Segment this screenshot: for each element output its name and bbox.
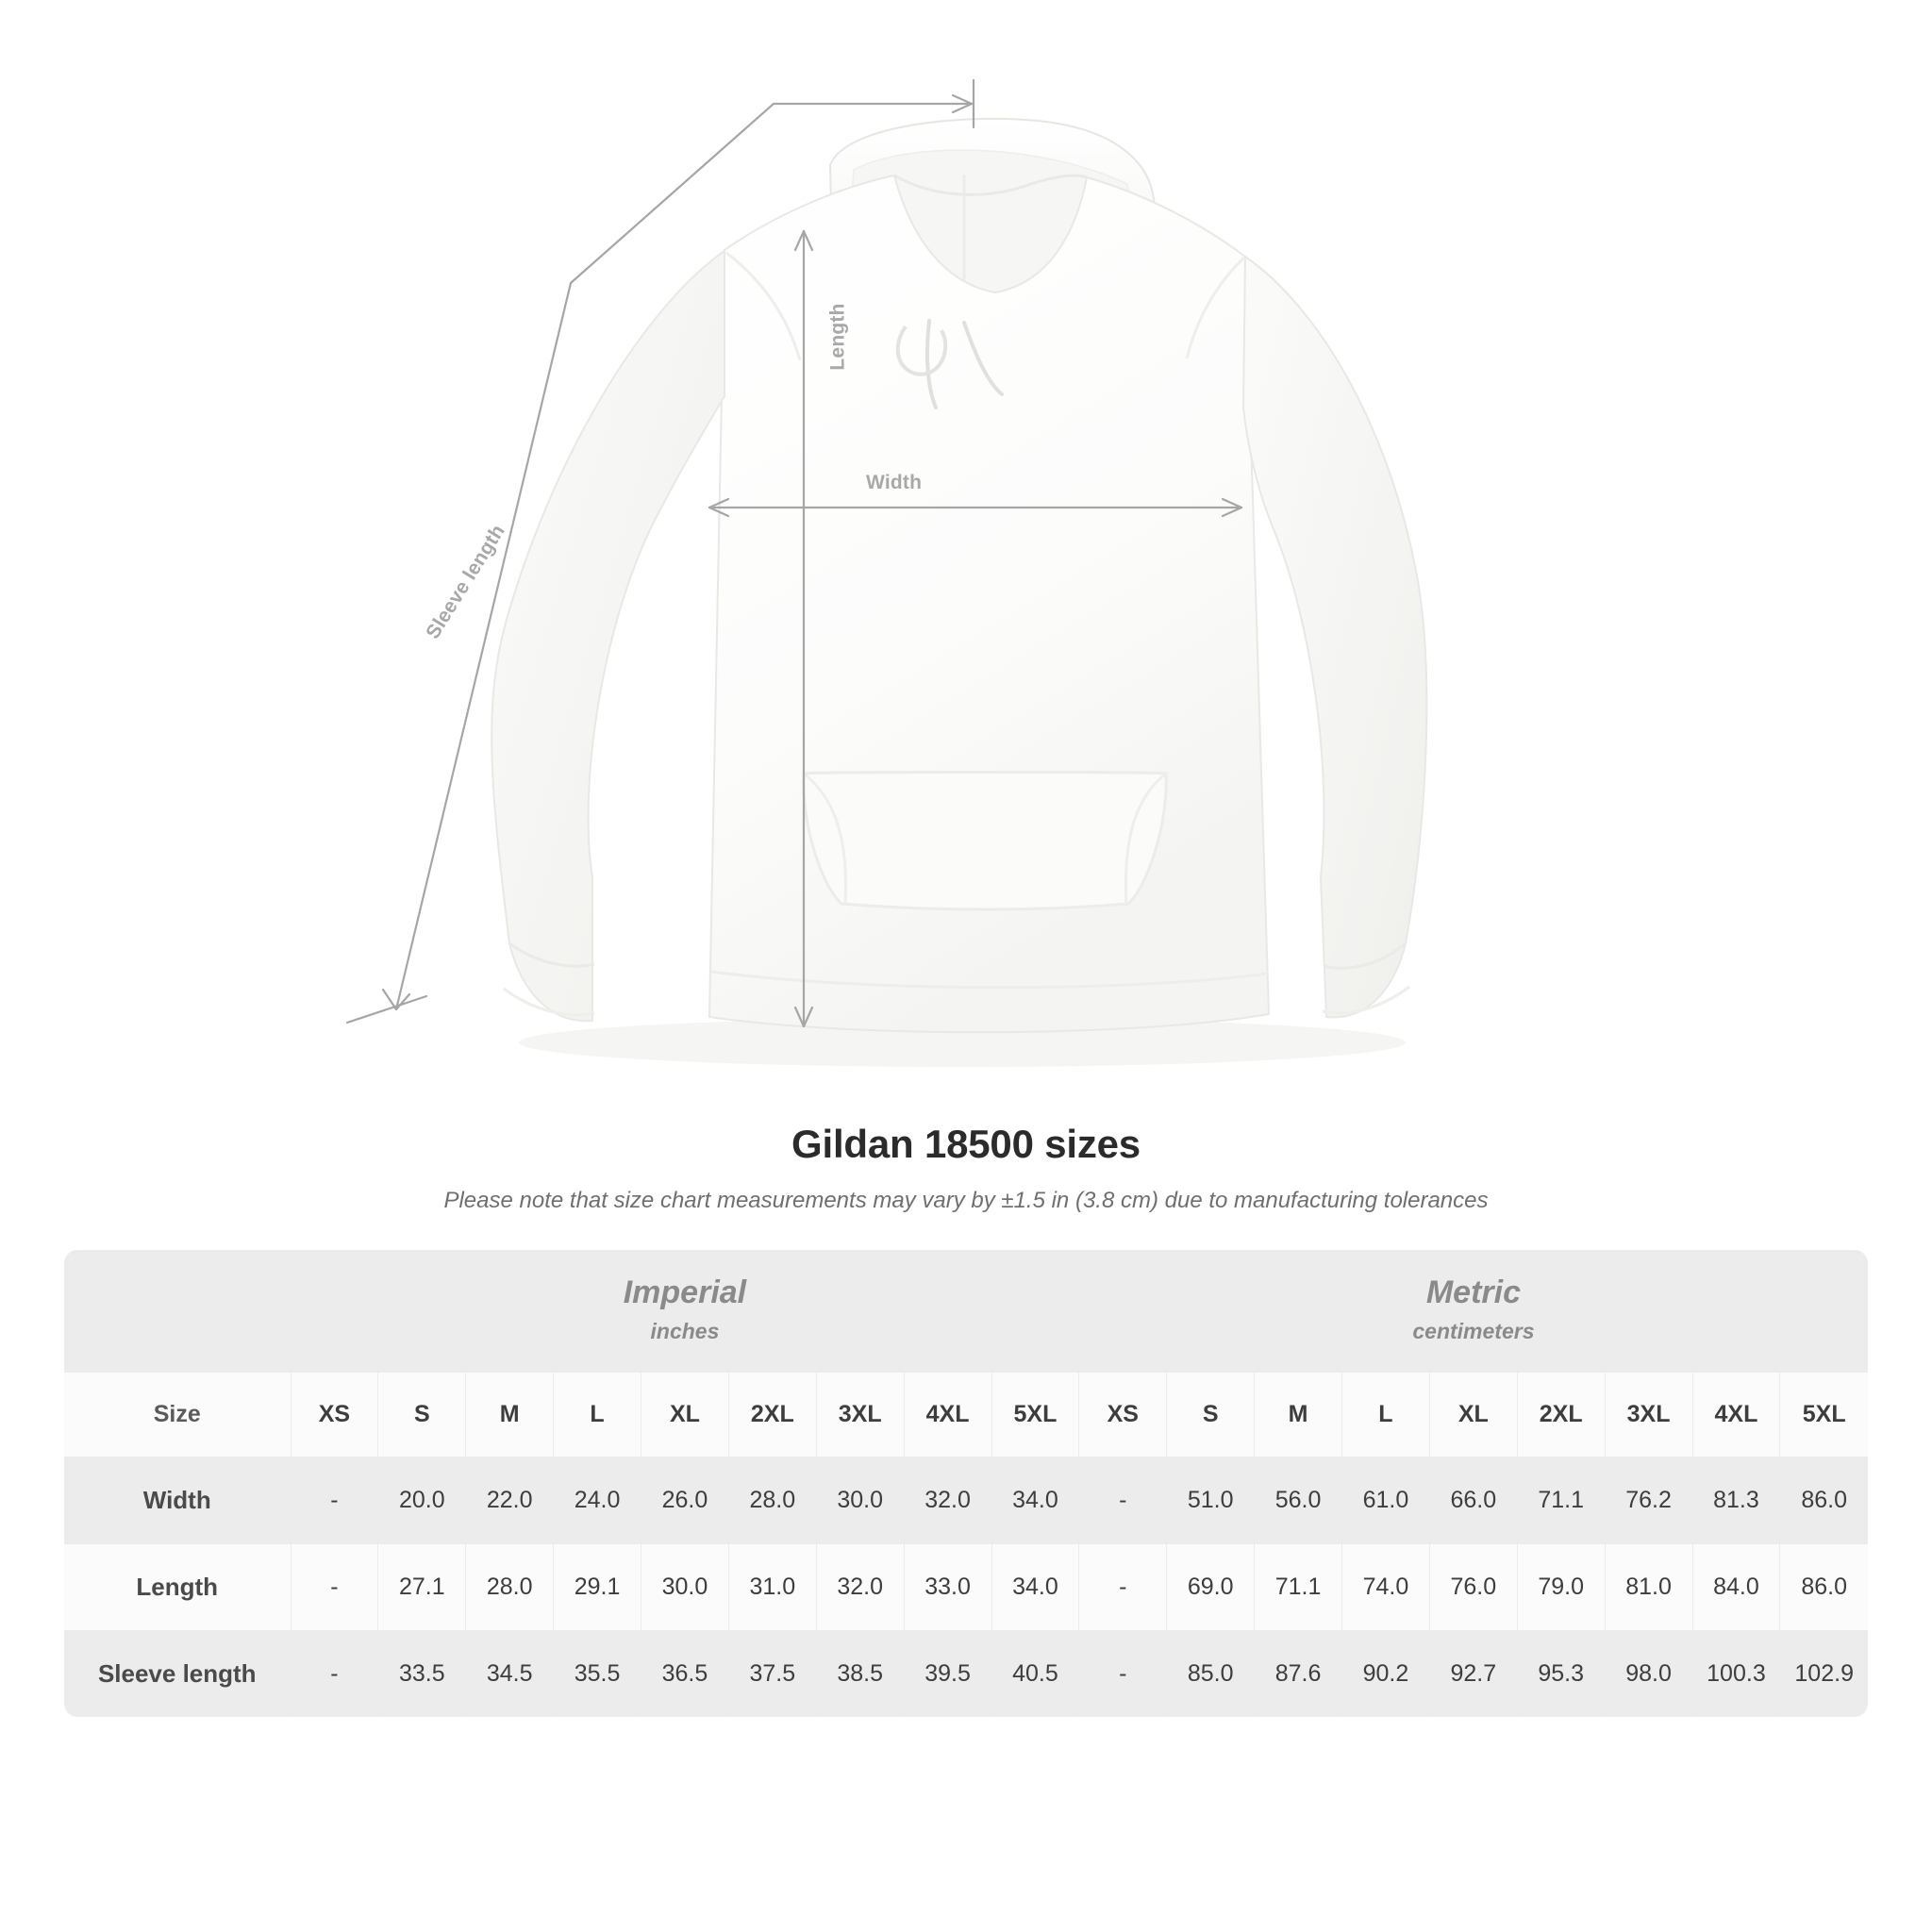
cell-width-imperial-3xl: 30.0 <box>816 1457 904 1544</box>
column-header-metric-5xl: 5XL <box>1780 1373 1868 1457</box>
column-header-metric-4xl: 4XL <box>1692 1373 1780 1457</box>
cell-sleeve-metric-5xl: 102.9 <box>1780 1631 1868 1718</box>
size-header-row <box>64 1373 1868 1457</box>
column-header-metric-xl: XL <box>1429 1373 1517 1457</box>
cell-width-imperial-5xl: 34.0 <box>991 1457 1079 1544</box>
label-length: Length <box>826 303 849 371</box>
cell-length-imperial-m: 28.0 <box>466 1544 554 1631</box>
row-label-sleeve-length: Sleeve length <box>64 1631 291 1718</box>
unit-group-imperial-sub: inches <box>650 1319 720 1343</box>
cell-width-metric-m: 56.0 <box>1255 1457 1342 1544</box>
cell-sleeve-metric-m: 87.6 <box>1255 1631 1342 1718</box>
cell-length-metric-s: 69.0 <box>1167 1544 1255 1631</box>
page-title: Gildan 18500 sizes <box>791 1122 1141 1166</box>
cell-sleeve-imperial-4xl: 39.5 <box>904 1631 991 1718</box>
cell-sleeve-metric-3xl: 98.0 <box>1605 1631 1692 1718</box>
cell-length-imperial-xs: - <box>291 1544 378 1631</box>
cell-width-imperial-l: 24.0 <box>554 1457 641 1544</box>
cell-width-metric-5xl: 86.0 <box>1780 1457 1868 1544</box>
cell-length-imperial-2xl: 31.0 <box>728 1544 816 1631</box>
column-header-imperial-xs: XS <box>291 1373 378 1457</box>
column-header-imperial-m: M <box>466 1373 554 1457</box>
tolerance-note: Please note that size chart measurements may vary by ±1.5 in (3.8 cm) due to manufacturing tolerances <box>443 1188 1489 1213</box>
cell-width-imperial-m: 22.0 <box>466 1457 554 1544</box>
column-header-metric-3xl: 3XL <box>1605 1373 1692 1457</box>
column-header-metric-m: M <box>1255 1373 1342 1457</box>
unit-group-imperial <box>291 1250 1079 1373</box>
cell-sleeve-imperial-5xl: 40.5 <box>991 1631 1079 1718</box>
row-label-length: Length <box>64 1544 291 1631</box>
column-header-imperial-2xl: 2XL <box>728 1373 816 1457</box>
unit-group-metric-sub: centimeters <box>1412 1319 1535 1343</box>
cell-width-imperial-xl: 26.0 <box>641 1457 729 1544</box>
cell-length-metric-4xl: 84.0 <box>1692 1544 1780 1631</box>
cell-width-imperial-4xl: 32.0 <box>904 1457 991 1544</box>
column-header-imperial-l: L <box>554 1373 641 1457</box>
column-header-metric-s: S <box>1167 1373 1255 1457</box>
column-header-size: Size <box>64 1373 291 1457</box>
cell-width-imperial-xs: - <box>291 1457 378 1544</box>
cell-width-metric-xl: 66.0 <box>1429 1457 1517 1544</box>
cell-length-metric-l: 74.0 <box>1342 1544 1430 1631</box>
table-row <box>64 1544 1868 1631</box>
unit-group-imperial-name: Imperial <box>623 1274 747 1310</box>
label-width: Width <box>866 472 923 493</box>
cell-sleeve-imperial-3xl: 38.5 <box>816 1631 904 1718</box>
cell-length-metric-xl: 76.0 <box>1429 1544 1517 1631</box>
cell-sleeve-imperial-l: 35.5 <box>554 1631 641 1718</box>
cell-sleeve-imperial-xs: - <box>291 1631 378 1718</box>
cell-length-metric-2xl: 79.0 <box>1517 1544 1605 1631</box>
column-header-metric-l: L <box>1342 1373 1430 1457</box>
cell-length-imperial-xl: 30.0 <box>641 1544 729 1631</box>
cell-width-metric-l: 61.0 <box>1342 1457 1430 1544</box>
cell-length-imperial-3xl: 32.0 <box>816 1544 904 1631</box>
column-header-imperial-3xl: 3XL <box>816 1373 904 1457</box>
column-header-metric-2xl: 2XL <box>1517 1373 1605 1457</box>
cell-sleeve-imperial-m: 34.5 <box>466 1631 554 1718</box>
label-sleeve-length: Sleeve length <box>422 521 509 643</box>
cell-width-metric-s: 51.0 <box>1167 1457 1255 1544</box>
row-label-width: Width <box>64 1457 291 1544</box>
cell-length-imperial-4xl: 33.0 <box>904 1544 991 1631</box>
cell-width-metric-xs: - <box>1079 1457 1167 1544</box>
size-table <box>64 1250 1868 1717</box>
unit-group-metric <box>1079 1250 1868 1373</box>
cell-sleeve-metric-s: 85.0 <box>1167 1631 1255 1718</box>
cell-width-imperial-2xl: 28.0 <box>728 1457 816 1544</box>
cell-sleeve-imperial-2xl: 37.5 <box>728 1631 816 1718</box>
cell-sleeve-imperial-xl: 36.5 <box>641 1631 729 1718</box>
cell-sleeve-metric-xl: 92.7 <box>1429 1631 1517 1718</box>
column-header-imperial-s: S <box>378 1373 466 1457</box>
cell-length-metric-xs: - <box>1079 1544 1167 1631</box>
column-header-imperial-xl: XL <box>641 1373 729 1457</box>
cell-length-metric-m: 71.1 <box>1255 1544 1342 1631</box>
column-header-metric-xs: XS <box>1079 1373 1167 1457</box>
column-header-imperial-4xl: 4XL <box>904 1373 991 1457</box>
cell-length-metric-5xl: 86.0 <box>1780 1544 1868 1631</box>
cell-sleeve-metric-l: 90.2 <box>1342 1631 1430 1718</box>
cell-sleeve-metric-xs: - <box>1079 1631 1167 1718</box>
cell-width-metric-3xl: 76.2 <box>1605 1457 1692 1544</box>
column-header-imperial-5xl: 5XL <box>991 1373 1079 1457</box>
table-row <box>64 1631 1868 1718</box>
table-row <box>64 1457 1868 1544</box>
unit-header-row <box>64 1250 1868 1373</box>
cell-length-metric-3xl: 81.0 <box>1605 1544 1692 1631</box>
cell-sleeve-metric-2xl: 95.3 <box>1517 1631 1605 1718</box>
cell-sleeve-metric-4xl: 100.3 <box>1692 1631 1780 1718</box>
cell-length-imperial-5xl: 34.0 <box>991 1544 1079 1631</box>
cell-width-imperial-s: 20.0 <box>378 1457 466 1544</box>
cell-width-metric-4xl: 81.3 <box>1692 1457 1780 1544</box>
cell-length-imperial-l: 29.1 <box>554 1544 641 1631</box>
size-table-wrapper <box>64 1250 1868 1717</box>
cell-width-metric-2xl: 71.1 <box>1517 1457 1605 1544</box>
title-block <box>0 1122 1932 1214</box>
unit-group-metric-name: Metric <box>1425 1274 1521 1310</box>
unit-spacer-cell <box>64 1250 291 1373</box>
cell-length-imperial-s: 27.1 <box>378 1544 466 1631</box>
cell-sleeve-imperial-s: 33.5 <box>378 1631 466 1718</box>
